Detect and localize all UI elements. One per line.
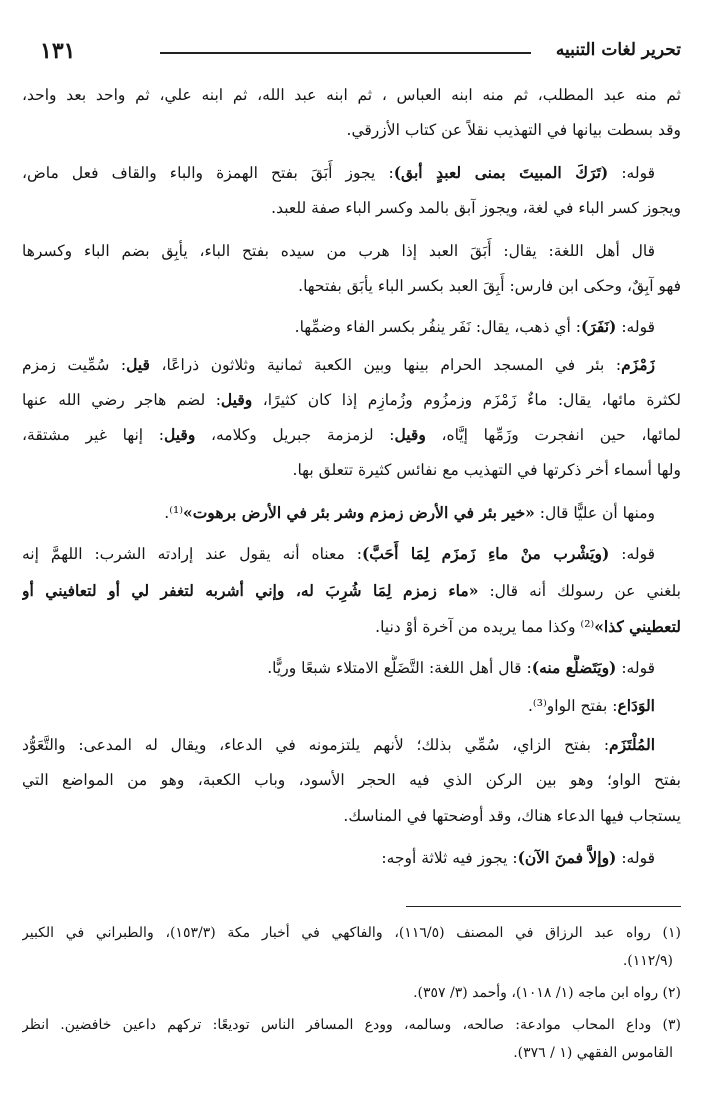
text-line-segment: قوله: [609, 545, 655, 563]
text-line-segment: (ويَشْرب منْ ماءِ زَمزَم لِمَا أَحَبَّ) [361, 544, 610, 563]
text-line [22, 314, 655, 340]
text-line-segment: قوله: [608, 164, 655, 182]
page-number: ١٣١ [40, 38, 76, 64]
footnote-line-segment: القاموس الفقهي (١ / ٣٧٦). [513, 1045, 673, 1061]
text-line-segment: وقيل [164, 425, 196, 444]
text-line-segment: : بفتح الواو⁽³⁾. [527, 697, 618, 715]
text-line [22, 352, 655, 378]
text-line [22, 160, 655, 186]
text-line-segment: المُلْتَزَم [609, 735, 655, 754]
text-line [22, 117, 681, 143]
text-line [22, 845, 655, 871]
text-line-segment: بفتح الواو؛ وهو بين الركن الذي فيه الحجر الأسود، وباب الكعبة، وهو من المواضع التي [22, 771, 681, 789]
text-line [22, 273, 681, 299]
text-line-segment: «ماء زمزم لِمَا شُرِبَ له، وإني أشربه لتغفر لي أو لتعافيني أو [22, 581, 479, 600]
text-line-segment: (نَفَرَ) [581, 317, 617, 336]
text-line-segment: : لزمزمة جبريل وكلامه، [195, 426, 395, 444]
text-line-segment: يستجاب فيها الدعاء هناك، وقد أوضحتها في المناسك. [343, 807, 681, 825]
text-line-segment: وقيل [220, 390, 253, 409]
text-line [22, 578, 681, 604]
text-line-segment: : معناه أنه يقول عند إرادته الشرب: اللهمَّ إنه [22, 545, 362, 563]
text-line-segment: قوله: [616, 849, 655, 867]
text-line-segment: ولها أسماء أخر ذكرتها في التهذيب مع نفائس كثيرة تتعلق بها. [292, 461, 681, 479]
book-title: تحرير لغات التنبيه [555, 40, 681, 60]
text-line-segment: ثم منه عبد المطلب، ثم منه ابنه العباس ، ثم ابنه عبد الله، ثم ابنه علي، ثم واحد بعد واحد، [22, 86, 681, 104]
text-line-segment: : سُمِّيت زمزم [22, 356, 127, 374]
text-line-segment: ⁽¹⁾. [164, 504, 184, 522]
text-line-segment: قوله: [616, 659, 655, 677]
text-line-segment: ويجوز كسر الباء في لغة، ويجوز آبق بالمد وكسر الباء صفة للعبد. [271, 199, 681, 217]
text-line-segment: : بئر في المسجد الحرام بينها وبين الكعبة ثمانية وثلاثون ذراعًا، [149, 356, 622, 374]
footnote-line [22, 980, 681, 1006]
text-line [22, 500, 655, 526]
text-line [22, 457, 681, 483]
text-line-segment: لمائها، حين انفجرت وزَمِّها إيَّاه، [425, 426, 681, 444]
text-line-segment: (وإلاَّ فمنَ الآن) [517, 848, 617, 867]
footnote-line [22, 1012, 681, 1038]
text-line-segment: ومنها أن عليًّا قال: [534, 504, 655, 522]
text-line-segment: : يجوز فيه ثلاثة أوجه: [381, 849, 518, 867]
text-line-segment: بلغني عن رسولك أنه قال: [478, 582, 681, 600]
footnote-separator [406, 906, 681, 907]
header-rule [160, 52, 531, 54]
text-line-segment: قوله: [616, 318, 655, 336]
text-line-segment: : يجوز أَبَقَ بفتح الهمزة والباء والقاف فعل ماض، [22, 164, 394, 182]
text-line-segment: وقد بسطت بيانها في التهذيب نقلاً عن كتاب الأزرقي. [346, 121, 681, 139]
text-line-segment: وقيل [394, 425, 426, 444]
text-line-segment: فهو آبِقٌ، وحكى ابن فارس: أَبِقَ العبد بكسر الباء يأبَق بفتحها. [298, 277, 681, 295]
running-header [40, 38, 681, 68]
text-line-segment: زَمْزَم [621, 355, 655, 374]
text-line [22, 238, 655, 264]
footnote-line-segment: (٢) رواه ابن ماجه (١/ ١٠١٨)، وأحمد (٣/ ٣٥٧). [413, 985, 681, 1001]
text-line [22, 767, 681, 793]
text-line-segment: قال أهل اللغة: يقال: أَبَقَ العبد إذا هرب من سيده بفتح الباء، يأبِق بضم الباء وكسرها [22, 242, 655, 260]
text-line [22, 541, 655, 567]
text-line [22, 82, 681, 108]
text-line [22, 655, 655, 681]
text-line [22, 195, 681, 221]
footnote-line [22, 948, 673, 974]
text-line-segment: : أي ذهب، يقال: نَفَر ينفُر بكسر الفاء وضمِّها. [294, 318, 582, 336]
text-line-segment: «خير بئر في الأرض زمزم وشر بئر في الأرض برهوت» [183, 503, 535, 522]
footnote-line-segment: (٣) وداع المحاب موادعة: صالحه، وسالمه، وودع المسافر الناس توديعًا: تركهم داعين خافضين. انظر [22, 1017, 681, 1033]
text-line-segment: قيل [126, 355, 150, 374]
text-line [22, 387, 681, 413]
text-line [22, 803, 681, 829]
text-line [22, 614, 681, 640]
text-line [22, 422, 681, 448]
footnote-line-segment: (١١٢/٩). [622, 953, 673, 969]
text-line-segment: : بفتح الزاي، سُمِّي بذلك؛ لأنهم يلتزمونه في الدعاء، ويقال له المدعى: والتَّعَوُّد [22, 736, 610, 754]
text-line [22, 732, 655, 758]
footnote-line-segment: (١) رواه عبد الرزاق في المصنف (١١٦/٥)، والفاكهي في أخبار مكة (١٥٣/٣)، والطبراني في الكبير [22, 925, 681, 941]
text-line-segment: الوَدَاع [617, 696, 655, 715]
text-line [22, 693, 655, 719]
text-line-segment: ⁽²⁾ وكذا مما يريده من آخرة أوْ دنيا. [375, 618, 595, 636]
footnote-line [22, 1040, 673, 1066]
text-line-segment: (تَرَكَ المبيتَ بمنى لعبدٍ أبق) [393, 163, 609, 182]
footnote-line [22, 920, 681, 946]
text-line-segment: لتعطيني كذا» [594, 617, 681, 636]
text-line-segment: : قال أهل اللغة: التَّضَلُّع الامتلاء شبعًا وريًّا. [267, 659, 532, 677]
text-line-segment: (ويَتَضلَّع منه) [531, 658, 617, 677]
text-line-segment: لكثرة مائها، يقال: ماءٌ زَمْزَم وزمزُوم وزُمازِم إذا كان كثيرًا، [252, 391, 681, 409]
text-line-segment: : لضم هاجر رضي الله عنها [22, 391, 221, 409]
text-line-segment: : إنها غير مشتقة، [22, 426, 164, 444]
